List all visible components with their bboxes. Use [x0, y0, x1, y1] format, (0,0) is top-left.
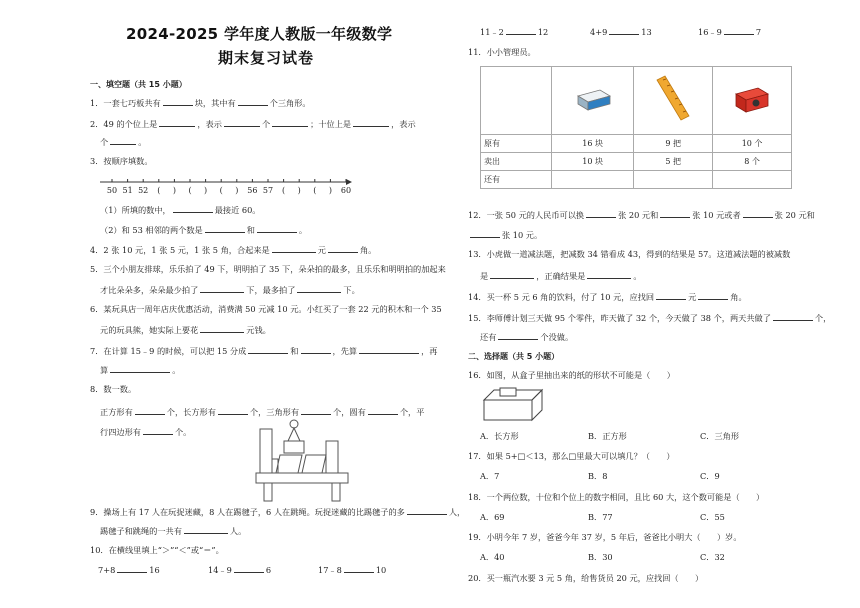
option-a[interactable]: A．长方形 — [480, 431, 519, 441]
eraser-icon — [552, 67, 634, 135]
answer-blank[interactable] — [609, 26, 639, 35]
answer-blank[interactable] — [470, 229, 500, 238]
answer-blank[interactable] — [257, 224, 297, 233]
question-12: 12．一张 50 元的人民币可以换 张 20 元和 张 10 元或者 张 20 元和 — [468, 210, 815, 220]
answer-blank[interactable] — [490, 270, 534, 279]
compare-item: 7+8 16 — [98, 565, 160, 575]
answer-cell[interactable] — [634, 171, 713, 189]
number-line — [100, 177, 352, 197]
question-4: 4．2 张 10 元，1 张 5 元，1 张 5 角，合起来是 元 角。 — [90, 245, 377, 255]
answer-blank[interactable] — [117, 564, 147, 573]
table-row — [481, 67, 792, 135]
option-a[interactable]: A．7 — [480, 471, 500, 481]
answer-blank[interactable] — [110, 136, 136, 145]
compare-item: 16﹣9 7 — [698, 27, 762, 37]
answer-cell[interactable] — [552, 171, 634, 189]
number-line-label: ( — [219, 186, 223, 195]
option-c[interactable]: C．三角形 — [700, 431, 740, 441]
number-line-label: 50 — [106, 186, 118, 195]
question-1: 1．一套七巧板共有 块，其中有 个三角形。 — [90, 98, 311, 108]
question-2: 2．49 的个位上是 ，表示 个 ；十位上是 ，表示 — [90, 119, 416, 129]
section-fill-in-heading: 一、填空题（共 15 小题） — [90, 80, 187, 89]
option-a[interactable]: A．40 — [480, 552, 505, 562]
answer-cell[interactable] — [713, 171, 792, 189]
question-9: 9．操场上有 17 人在玩捉迷藏，8 人在踢毽子，6 人在跳绳。玩捉迷藏的比踢毽子的多 人， — [90, 507, 466, 517]
answer-blank[interactable] — [205, 224, 245, 233]
answer-blank[interactable] — [328, 244, 358, 253]
answer-blank[interactable] — [135, 406, 165, 415]
number-line-label: ( — [157, 186, 161, 195]
number-line-label: ) — [235, 186, 239, 195]
answer-blank[interactable] — [743, 209, 773, 218]
number-line-label: ) — [328, 186, 332, 195]
question-15: 15．李师傅计划三天做 95 个零件，昨天做了 32 个，今天做了 38 个，两天共做了 个， — [468, 313, 832, 323]
question-6-cont: 元的玩具熊，她实际上要花 元钱。 — [100, 325, 271, 335]
ruler-icon — [634, 67, 713, 135]
box-figure — [482, 386, 546, 422]
section-choice-heading: 二、选择题（共 5 小题） — [468, 352, 560, 361]
inventory-table — [480, 66, 792, 189]
question-8-line2: 行四边形有 个。 — [100, 427, 192, 437]
exam-title-line2: 期末复习试卷 — [218, 49, 315, 67]
number-line-label: 60 — [340, 186, 352, 195]
compare-item: 11﹣2 12 — [480, 27, 549, 37]
question-7-cont: 算 。 — [100, 365, 181, 375]
question-19: 19．小明今年 7 岁，爸爸今年 37 岁，5 年后，爸爸比小明大（ ）岁。 — [468, 532, 742, 542]
table-row: 卖出 10 块 5 把 8 个 — [481, 153, 792, 171]
question-14: 14．买一杯 5 元 6 角的饮料，付了 10 元，应找回 元 角。 — [468, 292, 747, 302]
answer-blank[interactable] — [344, 564, 374, 573]
question-11: 11．小小管理员。 — [468, 47, 536, 57]
right-column — [462, 0, 832, 608]
question-5-cont: 才比朵朵多，朵朵最少拍了 下，最多拍了 下。 — [100, 285, 360, 295]
answer-blank[interactable] — [498, 331, 538, 340]
answer-blank[interactable] — [297, 284, 341, 293]
answer-blank[interactable] — [143, 426, 173, 435]
answer-blank[interactable] — [184, 525, 228, 534]
number-line-label: ) — [297, 186, 301, 195]
question-9-cont: 踢毽子和跳绳的一共有 人。 — [100, 526, 247, 536]
answer-blank[interactable] — [234, 564, 264, 573]
compare-item: 17﹣8 10 — [318, 565, 387, 575]
answer-blank[interactable] — [301, 345, 331, 354]
number-line-label: ) — [204, 186, 208, 195]
question-7: 7．在计算 15﹣9 的时候，可以把 15 分成 和 ，先算 ，再 — [90, 346, 438, 356]
option-a[interactable]: A．69 — [480, 512, 505, 522]
question-17: 17．如果 5+□＜13，那么□里最大可以填几？（ ） — [468, 451, 675, 461]
answer-blank[interactable] — [660, 209, 690, 218]
option-b[interactable]: B．8 — [588, 471, 608, 481]
question-20: 20．买一瓶汽水要 3 元 5 角，给售货员 20 元，应找回（ ） — [468, 573, 704, 583]
answer-blank[interactable] — [173, 204, 213, 213]
answer-blank[interactable] — [368, 406, 398, 415]
answer-blank[interactable] — [301, 406, 331, 415]
option-c[interactable]: C．55 — [700, 512, 725, 522]
pencil-sharpener-icon — [713, 67, 792, 135]
number-line-label: ( — [188, 186, 192, 195]
question-2-cont: 个 。 — [100, 137, 147, 147]
question-3-part1: （1）所填的数中， 最接近 60。 — [100, 205, 261, 215]
answer-blank[interactable] — [224, 118, 260, 127]
exam-title-line1: 2024-2025 学年度人教版一年级数学 — [126, 25, 393, 43]
number-line-label: 56 — [247, 186, 258, 195]
compare-item: 14﹣9 6 — [208, 565, 272, 575]
answer-blank[interactable] — [587, 270, 631, 279]
shapes-figure — [254, 419, 350, 503]
question-13-cont: 是 ，正确结果是 。 — [480, 271, 642, 281]
answer-blank[interactable] — [200, 284, 244, 293]
answer-blank[interactable] — [200, 324, 244, 333]
answer-blank[interactable] — [359, 345, 419, 354]
table-row: 原有 16 块 9 把 10 个 — [481, 135, 792, 153]
answer-blank[interactable] — [110, 364, 170, 373]
question-16: 16．如图，从盒子里抽出来的纸的形状不可能是（ ） — [468, 370, 675, 380]
question-3-part2: （2）和 53 相邻的两个数是 和 。 — [100, 225, 308, 235]
option-c[interactable]: C．9 — [700, 471, 720, 481]
question-18: 18．一个两位数，十位和个位上的数字相同，且比 60 大，这个数可能是（ ） — [468, 492, 765, 502]
answer-blank[interactable] — [272, 244, 316, 253]
option-b[interactable]: B．正方形 — [588, 431, 627, 441]
answer-blank[interactable] — [407, 506, 447, 515]
number-line-label: ( — [282, 186, 286, 195]
answer-blank[interactable] — [159, 118, 195, 127]
answer-blank[interactable] — [163, 97, 193, 106]
answer-blank[interactable] — [656, 291, 686, 300]
compare-item: 4+9 13 — [590, 27, 652, 37]
answer-blank[interactable] — [353, 118, 389, 127]
answer-blank[interactable] — [238, 97, 268, 106]
number-line-label: ) — [172, 186, 176, 195]
answer-blank[interactable] — [218, 406, 248, 415]
question-12-cont: 张 10 元。 — [468, 229, 542, 241]
option-b[interactable]: B．77 — [588, 512, 613, 522]
number-line-label: ( — [313, 186, 317, 195]
question-6: 6．某玩具店一周年店庆优惠活动，消费满 50 元减 10 元。小红买了一套 22 元的积木和一个 35 — [90, 304, 442, 314]
left-column — [82, 0, 466, 608]
option-c[interactable]: C．32 — [700, 552, 725, 562]
answer-blank[interactable] — [248, 345, 288, 354]
answer-blank[interactable] — [586, 209, 616, 218]
question-5: 5．三个小朋友排球，乐乐拍了 49 下，明明拍了 35 下，朵朵拍的最多，且乐乐和明明拍的加起来 — [90, 264, 446, 274]
answer-blank[interactable] — [506, 26, 536, 35]
option-b[interactable]: B．30 — [588, 552, 613, 562]
number-line-label: 52 — [138, 186, 149, 195]
answer-blank[interactable] — [724, 26, 754, 35]
number-line-label: 51 — [122, 186, 133, 195]
question-13: 13．小虎做一道减法题，把减数 34 错看成 43，得到的结果是 57。这道减法题的被减数 — [468, 249, 791, 259]
number-line-label: 57 — [262, 186, 274, 195]
table-row: 还有 — [481, 171, 792, 189]
question-8-line1: 正方形有 个，长方形有 个，三角形有 个，圆有 个，平 — [100, 407, 425, 417]
question-10: 10．在横线里填上“＞”“＜”或“＝”。 — [90, 545, 224, 555]
question-15-cont: 还有 个没做。 — [480, 332, 574, 342]
answer-blank[interactable] — [698, 291, 728, 300]
answer-blank[interactable] — [773, 312, 813, 321]
question-8: 8．数一数。 — [90, 384, 137, 394]
answer-blank[interactable] — [272, 118, 308, 127]
question-3: 3．按顺序填数。 — [90, 156, 153, 166]
